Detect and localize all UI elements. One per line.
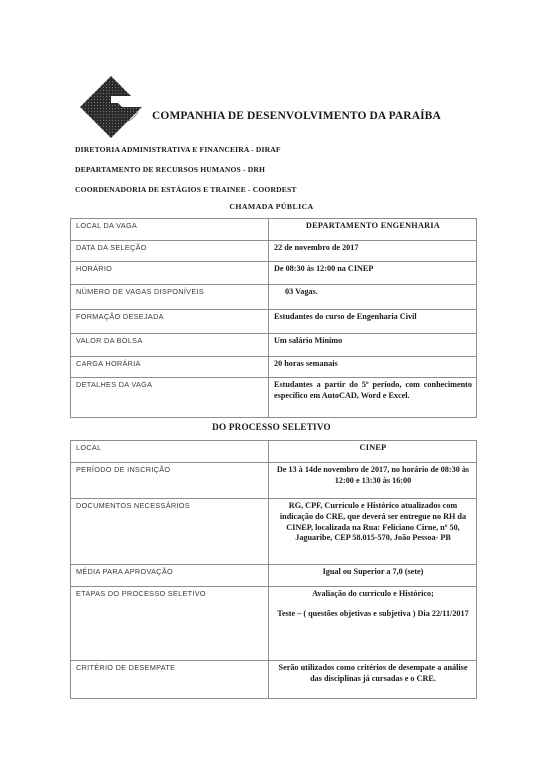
diretoria-line: DIRETORIA ADMINISTRATIVA E FINANCEIRA - DIRAF [75,145,281,154]
processo-seletivo-title: DO PROCESSO SELETIVO [212,422,331,432]
row-label: HORÁRIO [71,262,269,285]
row-value: De 13 à 14de novembro de 2017, no horário de 08:30 às 12:00 e 13:30 às 16:00 [269,463,477,499]
row-label: FORMAÇÃO DESEJADA [71,310,269,334]
row-value: 22 de novembro de 2017 [269,241,477,262]
companhia-logo-icon [78,74,144,140]
table-row [71,219,477,241]
row-label: NÚMERO DE VAGAS DISPONÍVEIS [71,285,269,310]
table-row [71,310,477,334]
row-value: CINEP [269,441,477,463]
row-label: PERÍODO DE INSCRIÇÃO [71,463,269,499]
etapa-avaliacao: Avaliação do currículo e Histórico; [312,589,434,598]
table-row [71,285,477,310]
table-row [71,661,477,699]
table-row [71,463,477,499]
row-value: 03 Vagas. [269,285,477,310]
vaga-table [70,218,477,418]
table-row [71,241,477,262]
departamento-line: DEPARTAMENTO DE RECURSOS HUMANOS - DRH [75,165,266,174]
row-value: RG, CPF, Currículo e Histórico atualizados com indicação do CRE, que deverá ser entregue no RH da CINEP, localizada na Rua: Feliciano Cirne, nº 50, Jaguaribe, CEP 58.015-570, João Pessoa- PB [269,499,477,565]
row-value: Estudantes do curso de Engenharia Civil [269,310,477,334]
row-label: VALOR DA BOLSA [71,334,269,357]
row-label: LOCAL [71,441,269,463]
table-row [71,565,477,587]
table-row [71,334,477,357]
table-row [71,587,477,661]
row-label: CRITÉRIO DE DESEMPATE [71,661,269,699]
etapa-teste: Teste – ( questões objetivas e subjetiva ) Dia 22/11/2017 [277,608,469,618]
row-label: MÉDIA PARA APROVAÇÃO [71,565,269,587]
coordenadoria-line: COORDENADORIA DE ESTÁGIOS E TRAINEE - COORDEST [75,185,297,194]
row-value: Serão utilizados como critérios de desempate a análise das disciplinas já cursadas e o CRE. [269,661,477,699]
table-row [71,499,477,565]
row-value-group [269,587,477,661]
row-label: LOCAL DA VAGA [71,219,269,241]
row-label: DOCUMENTOS NECESSÁRIOS [71,499,269,565]
row-label: CARGA HORÁRIA [71,357,269,378]
row-value: Um salário Mínimo [269,334,477,357]
row-label: DETALHES DA VAGA [71,378,269,418]
table-row [71,262,477,285]
chamada-publica-title: CHAMADA PÚBLICA [229,202,314,211]
row-value: DEPARTAMENTO ENGENHARIA [269,219,477,241]
table-row [71,357,477,378]
company-name: COMPANHIA DE DESENVOLVIMENTO DA PARAÍBA [152,110,441,122]
row-value: De 08:30 às 12:00 na CINEP [269,262,477,285]
processo-table [70,440,477,699]
row-value: Igual ou Superior a 7,0 (sete) [269,565,477,587]
table-row [71,441,477,463]
row-value: 20 horas semanais [269,357,477,378]
row-label: ETAPAS DO PROCESSO SELETIVO [71,587,269,661]
row-value: Estudantes a partir do 5º período, com conhecimento específico em AutoCAD, Word e Excel. [269,378,477,418]
table-row [71,378,477,418]
row-label: DATA DA SELEÇÃO [71,241,269,262]
